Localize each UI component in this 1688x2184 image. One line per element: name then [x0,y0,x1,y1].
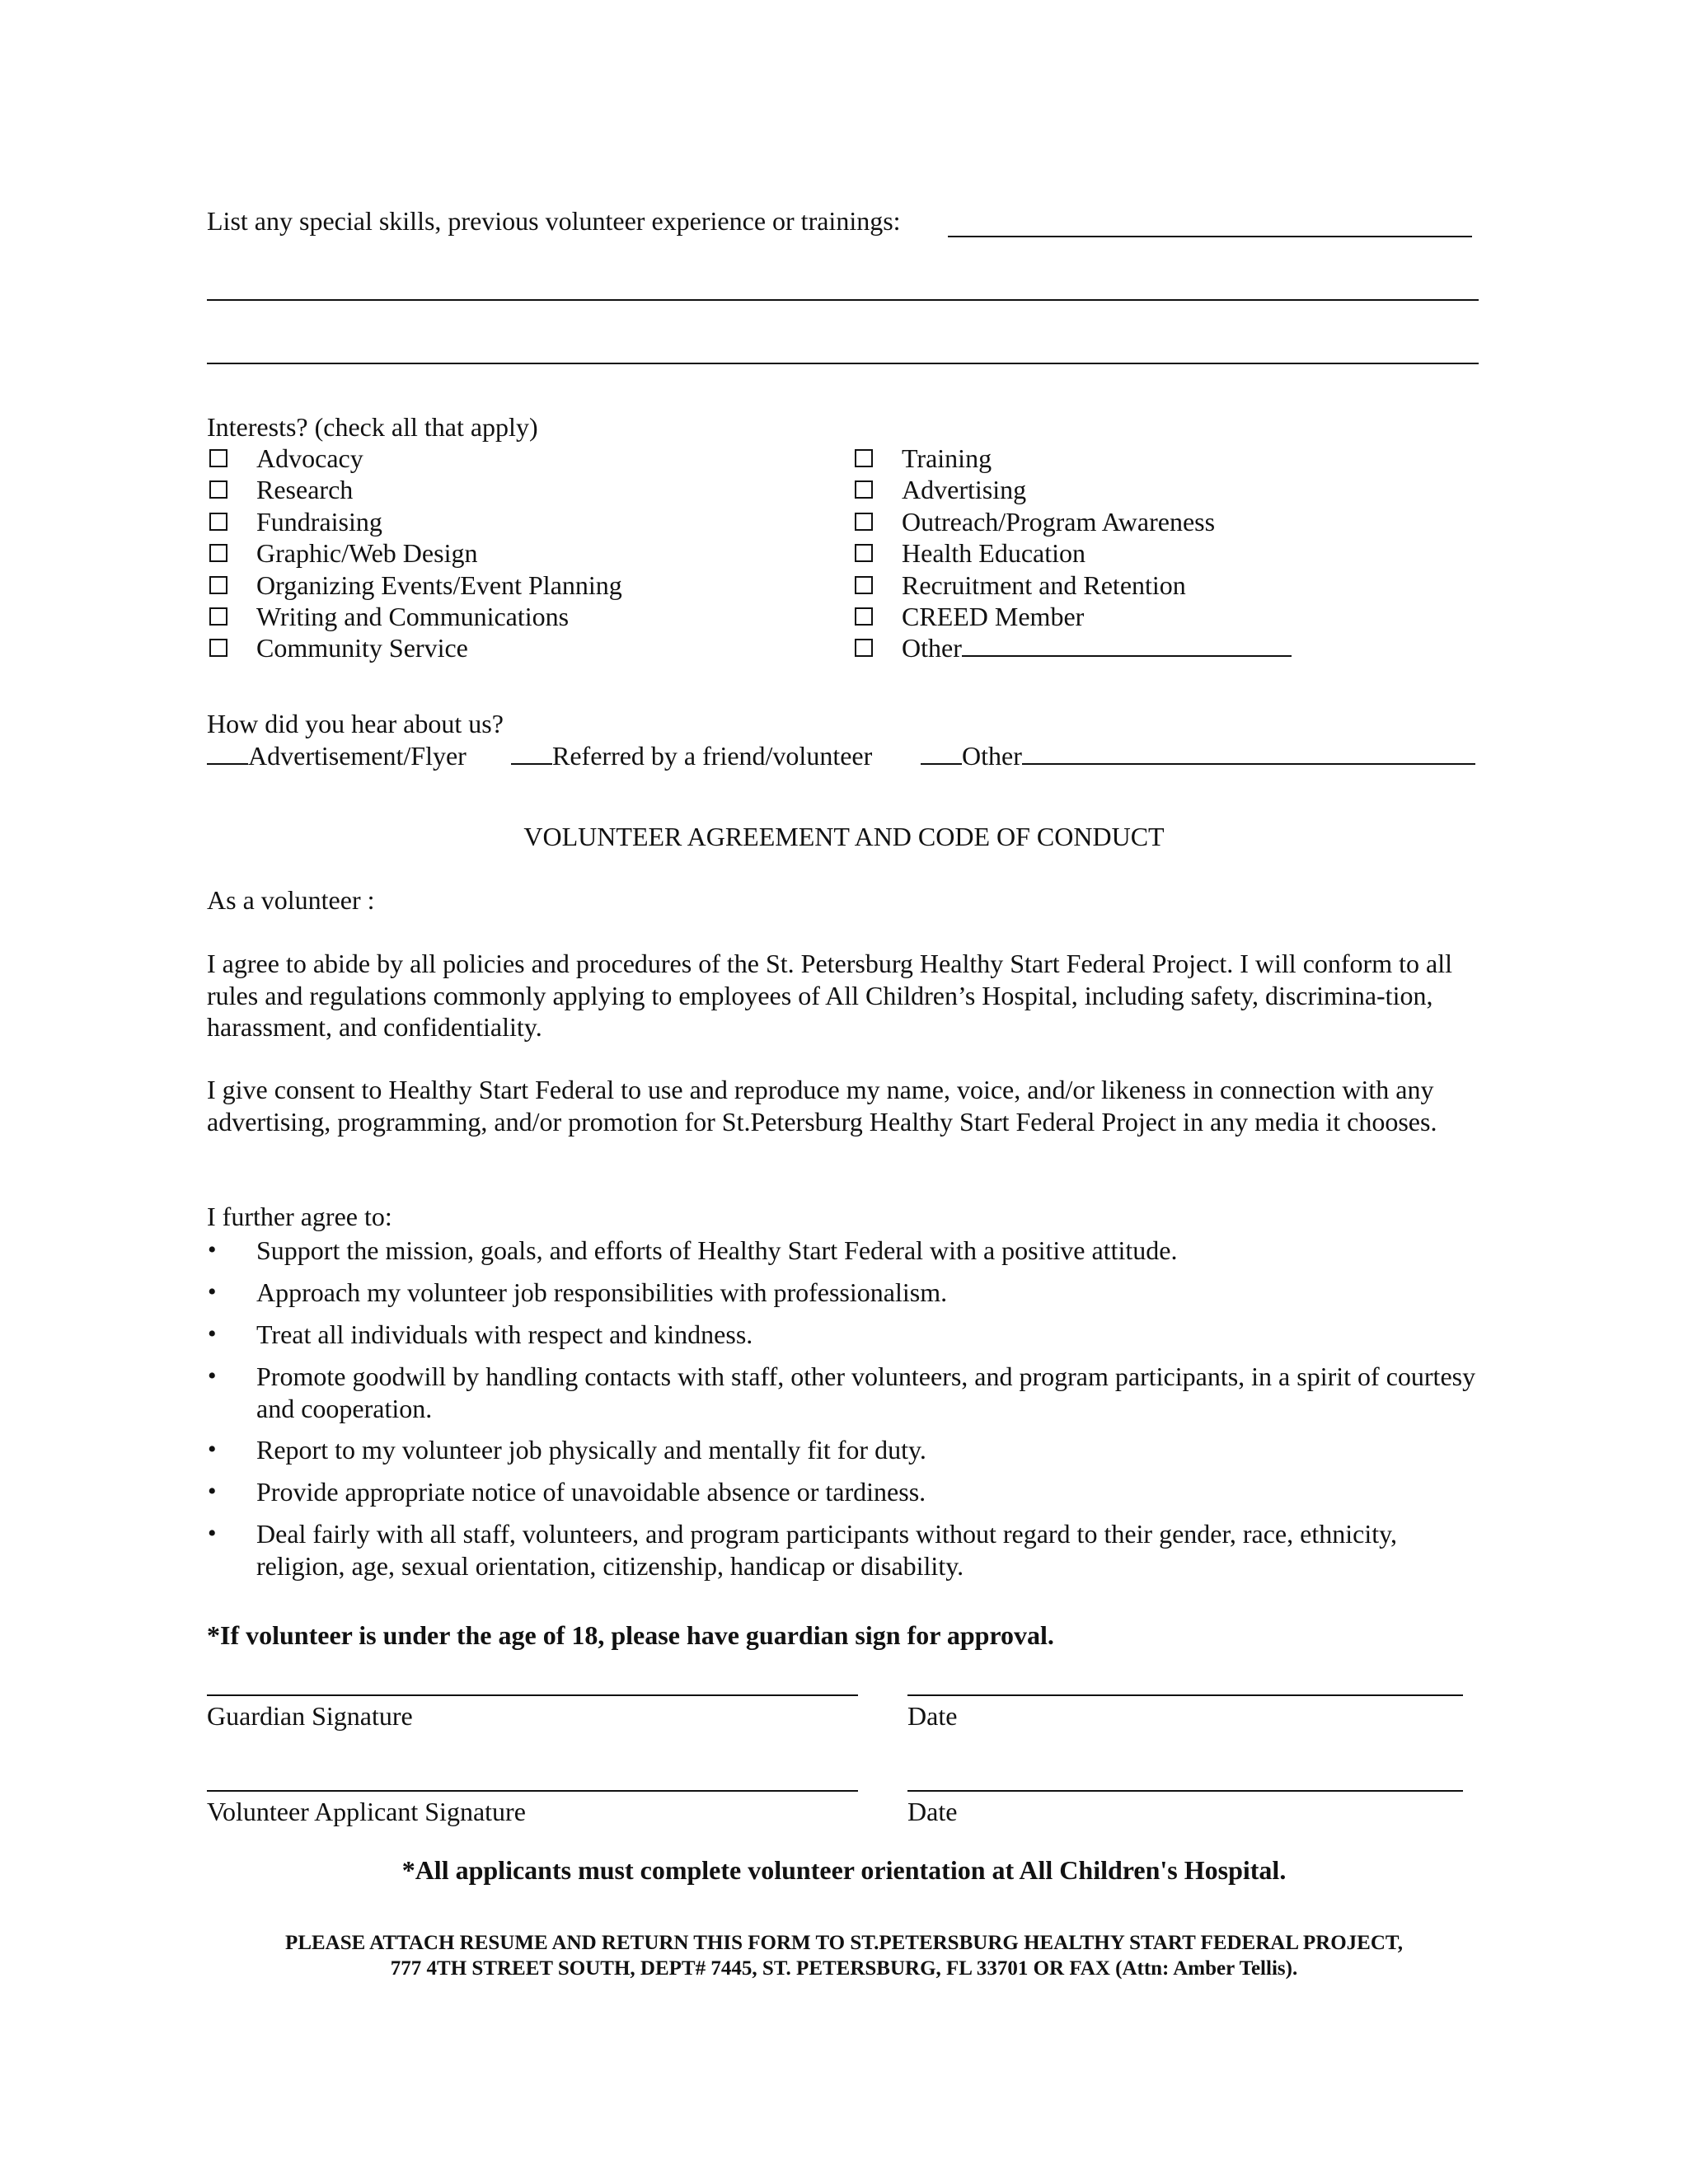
interest-label-research: Research [256,475,354,504]
checkbox-creed-member[interactable] [855,607,873,626]
interest-label-health-education: Health Education [902,538,1086,568]
guardian-date-line[interactable] [907,1694,1463,1696]
guardian-date-label: Date [907,1701,958,1731]
bullet-marker: • [208,1278,217,1305]
interest-label-writing-communications: Writing and Communications [256,602,570,631]
checkbox-health-education[interactable] [855,544,873,562]
bullet-marker: • [208,1436,217,1463]
interest-label-recruitment-retention: Recruitment and Retention [902,570,1186,600]
guardian-note: *If volunteer is under the age of 18, please have guardian sign for approval. [207,1620,1054,1650]
hear-referred-label: Referred by a friend/volunteer [552,741,873,771]
agreement-bullet-4: Promote goodwill by handling contacts with staff, other volunteers, and program participants, in a spirit of courtesy and cooperation. [256,1361,1476,1423]
hear-other-label: Other [962,741,1022,771]
checkbox-community-service[interactable] [209,639,227,657]
checkbox-advertising[interactable] [855,480,873,499]
bullet-marker: • [208,1236,217,1263]
applicant-date-line[interactable] [907,1790,1463,1792]
skills-line-2[interactable] [207,299,1479,301]
agreement-further: I further agree to: [207,1202,392,1231]
hear-option-advertisement [207,740,467,771]
hear-option-referred [511,740,872,771]
interest-label-other: Other [902,633,962,663]
agreement-bullet-7: Deal fairly with all staff, volunteers, and program participants without regard to their gender, race, ethnicity, religion, age, sexual orientation, citizenship, handicap or disability. [256,1519,1398,1581]
hear-question: How did you hear about us? [207,709,504,738]
interest-label-training: Training [902,443,992,473]
bullet-marker: • [208,1520,217,1547]
checkbox-graphic-web-design[interactable] [209,544,227,562]
hear-advertisement-blank[interactable] [207,740,248,765]
footer-line-1: PLEASE ATTACH RESUME AND RETURN THIS FORM TO ST.PETERSBURG HEALTHY START FEDERAL PROJECT, [285,1932,1403,1954]
bullet-marker: • [208,1320,217,1347]
interest-label-creed-member: CREED Member [902,602,1085,631]
hear-option-other [921,740,1475,771]
checkbox-writing-communications[interactable] [209,607,227,626]
applicant-signature-label: Volunteer Applicant Signature [207,1797,526,1826]
hear-other-blank[interactable] [921,740,962,765]
applicant-date-label: Date [907,1797,958,1826]
hear-advertisement-label: Advertisement/Flyer [248,741,467,771]
interest-label-advertising: Advertising [902,475,1027,504]
interest-label-community-service: Community Service [256,633,468,663]
bullet-marker: • [208,1478,217,1505]
interests-heading: Interests? (check all that apply) [207,412,538,442]
interest-other-line[interactable] [962,632,1292,657]
interest-label-outreach: Outreach/Program Awareness [902,507,1216,537]
agreement-paragraph-2: I give consent to Healthy Start Federal to use and reproduce my name, voice, and/or likeness in connection with any advertising, programming, and/or promotion for St.Petersburg Healthy Start Federal Project in any media it chooses. [207,1075,1437,1137]
checkbox-organizing-events[interactable] [209,576,227,594]
agreement-bullet-1: Support the mission, goals, and efforts of Healthy Start Federal with a positive attitude. [256,1235,1178,1265]
checkbox-training[interactable] [855,449,873,467]
bullet-marker: • [208,1362,217,1390]
hear-other-line[interactable] [1022,740,1475,765]
agreement-bullet-2: Approach my volunteer job responsibilities with professionalism. [256,1277,948,1307]
checkbox-research[interactable] [209,480,227,499]
agreement-bullet-6: Provide appropriate notice of unavoidable absence or tardiness. [256,1477,926,1507]
guardian-signature-label: Guardian Signature [207,1701,413,1731]
skills-line-1[interactable] [948,236,1472,237]
interest-label-organizing-events: Organizing Events/Event Planning [256,570,622,600]
agreement-bullet-3: Treat all individuals with respect and kindness. [256,1319,753,1349]
orientation-note: *All applicants must complete volunteer orientation at All Children's Hospital. [401,1855,1287,1885]
interest-label-advocacy: Advocacy [256,443,363,473]
agreement-bullet-5: Report to my volunteer job physically and mentally fit for duty. [256,1435,926,1465]
interest-label-fundraising: Fundraising [256,507,382,537]
skills-label: List any special skills, previous volunteer experience or trainings: [207,206,901,236]
applicant-signature-line[interactable] [207,1790,858,1792]
skills-line-3[interactable] [207,363,1479,364]
checkbox-advocacy[interactable] [209,449,227,467]
interest-other-row [902,632,1292,663]
hear-referred-blank[interactable] [511,740,552,765]
interest-label-graphic-web-design: Graphic/Web Design [256,538,478,568]
agreement-paragraph-1: I agree to abide by all policies and procedures of the St. Petersburg Healthy Start Federal Project. I will conform to all rules and regulations commonly applying to employees of All Children’s Hospital, including safety, discrimina-tion, harassment, and confidentiality. [207,949,1452,1042]
guardian-signature-line[interactable] [207,1694,858,1696]
checkbox-outreach[interactable] [855,513,873,531]
checkbox-recruitment-retention[interactable] [855,576,873,594]
agreement-title: VOLUNTEER AGREEMENT AND CODE OF CONDUCT [523,822,1165,851]
agreement-intro: As a volunteer : [207,885,375,915]
footer-line-2: 777 4TH STREET SOUTH, DEPT# 7445, ST. PETERSBURG, FL 33701 OR FAX (Attn: Amber Tellis). [390,1957,1298,1980]
checkbox-fundraising[interactable] [209,513,227,531]
checkbox-other[interactable] [855,639,873,657]
